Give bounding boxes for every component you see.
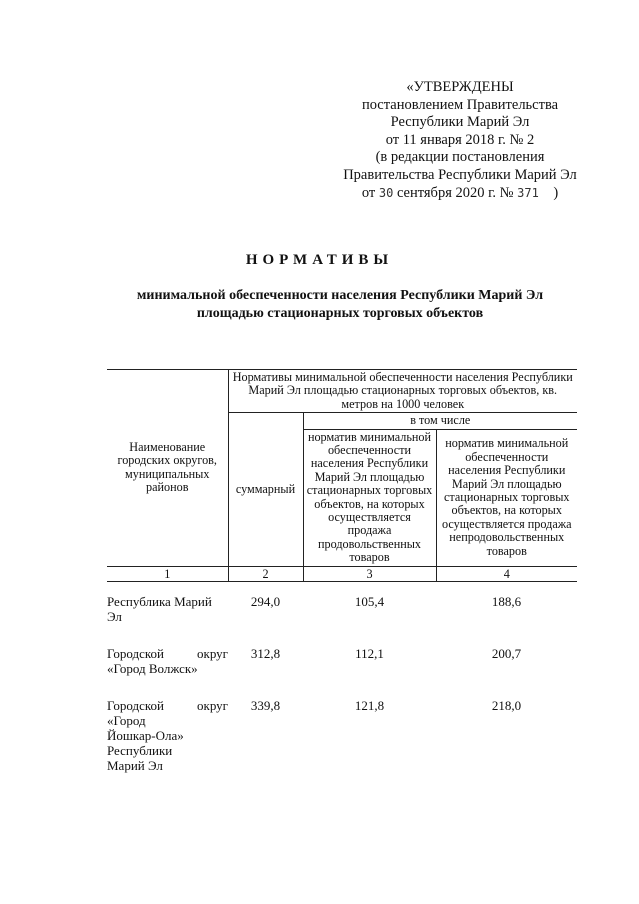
row-nonfood: 218,0: [491, 697, 522, 713]
column-number-3: 3: [303, 566, 436, 581]
approval-line-1: «УТВЕРЖДЕНЫ: [406, 79, 514, 95]
approval-number: 371: [517, 185, 539, 200]
row-name: Городской округ «Город Волжск»: [107, 645, 228, 676]
subtitle-line-2: площадью стационарных торговых объектов: [196, 306, 484, 321]
header-name: Наименование городских округов, муниципальных районов: [107, 370, 228, 567]
row-food: 121,8: [354, 697, 385, 713]
column-number-4: 4: [436, 566, 577, 581]
subtitle-line-1: минимальной обеспеченности населения Республики Марий Эл: [136, 288, 544, 303]
row-name: Городской округ «Город Йошкар-Ола» Республики Марий Эл: [107, 697, 228, 773]
document-subtitle: [100, 287, 580, 323]
header-total: суммарный: [228, 413, 303, 566]
approval-line-5: (в редакции постановления: [375, 149, 545, 166]
column-number-1: 1: [107, 566, 228, 581]
header-including: в том числе: [303, 413, 577, 429]
approval-line-3: Республики Марий Эл: [390, 114, 530, 131]
approval-line-4: от 11 января 2018 г. № 2: [385, 131, 535, 148]
row-name: Республика Марий Эл: [107, 593, 212, 624]
header-food: норматив минимальной обеспеченности населения Республики Марий Эл площадью стационарных торговых объектов, на которых осуществляется продажа продовольственных товаров: [303, 429, 436, 566]
column-number-2: 2: [228, 566, 303, 581]
document-title: НОРМАТИВЫ: [245, 252, 394, 268]
table-row: [107, 594, 577, 646]
approval-line-2: постановлением Правительства: [361, 96, 559, 113]
row-total: 312,8: [250, 645, 281, 661]
header-nonfood: норматив минимальной обеспеченности населения Республики Марий Эл площадью стационарных торговых объектов, на которых осуществляется продажа непродовольственных товаров: [436, 429, 577, 566]
approval-close-paren: ): [553, 184, 559, 201]
approval-stamp: [318, 79, 602, 202]
approval-date-prefix: от: [361, 184, 376, 201]
row-nonfood: 200,7: [491, 645, 522, 661]
row-total: 294,0: [250, 593, 281, 609]
row-food: 105,4: [354, 593, 385, 609]
header-group: Нормативы минимальной обеспеченности населения Республики Марий Эл площадью стационарных торговых объектов, кв. метров на 1000 человек: [228, 370, 577, 413]
row-food: 112,1: [355, 645, 384, 661]
row-total: 339,8: [250, 697, 281, 713]
approval-date-day: 30: [378, 185, 394, 200]
norms-table: [107, 369, 577, 773]
row-nonfood: 188,6: [491, 593, 522, 609]
table-row: [107, 646, 577, 698]
approval-line-6: Правительства Республики Марий Эл: [343, 166, 577, 183]
table-row: [107, 698, 577, 773]
approval-date-middle: сентября 2020 г. №: [396, 184, 514, 201]
approval-line-7: [318, 185, 602, 203]
